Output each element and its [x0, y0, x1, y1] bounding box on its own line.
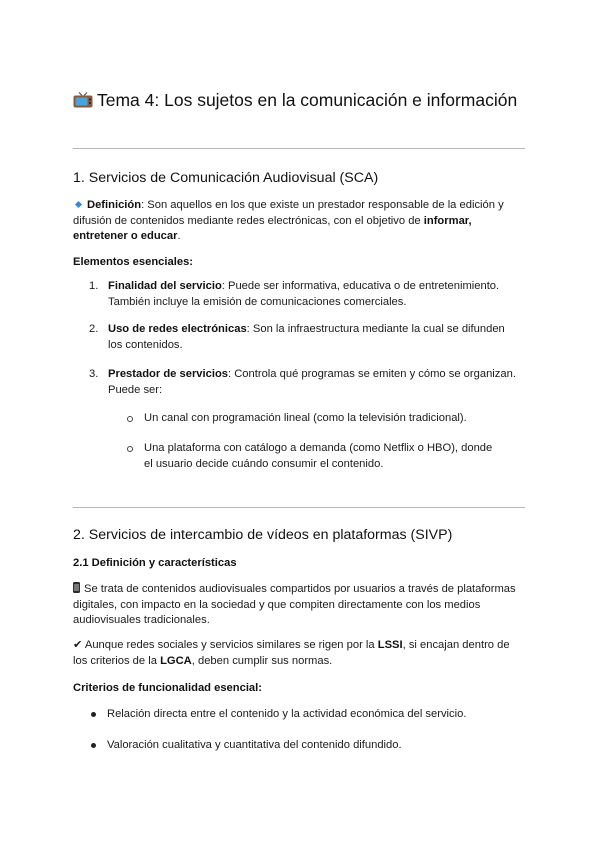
- tv-icon: [73, 90, 93, 106]
- check-mark-icon: ✔: [73, 639, 83, 651]
- list-item-label: Prestador de servicios: [108, 368, 229, 380]
- list-item: [89, 322, 525, 354]
- definition-paragraph: [73, 198, 525, 245]
- list-item-text: [108, 322, 518, 353]
- list-item-label: Finalidad del servicio: [108, 280, 222, 292]
- divider: [73, 148, 525, 149]
- bullet-dot-icon: [91, 743, 96, 748]
- section-2-heading: 2. Servicios de intercambio de vídeos en plataformas (SIVP): [73, 527, 453, 543]
- lssi-text-c: , deben cumplir sus normas.: [191, 654, 333, 667]
- lssi-bold: LSSI: [377, 639, 403, 651]
- list-item-text: [108, 279, 518, 310]
- criteria-label: Criterios de funcionalidad esencial:: [73, 682, 262, 694]
- lgca-bold: LGCA: [160, 654, 192, 667]
- sub-list-item-text: Un canal con programación lineal (como la televisión tradicional).: [144, 412, 467, 424]
- bullet-dot-icon: [91, 712, 96, 717]
- page-title: [73, 88, 525, 112]
- definition-text: : Son aquellos en los que existe un prestador responsable de la edición y difusión de contenidos mediante redes electrónicas, con el objetivo de: [73, 199, 504, 227]
- list-number: 1.: [89, 280, 99, 292]
- list-item-desc: : Son la infraestructura mediante la cual se difunden los contenidos.: [108, 323, 505, 351]
- subsection-heading: 2.1 Definición y características: [73, 557, 237, 569]
- lssi-paragraph: [73, 638, 525, 669]
- sivp-definition-text: Se trata de contenidos audiovisuales compartidos por usuarios a través de plataformas digitales, con impacto en la sociedad y que compiten directamente con los medios audiovisuales tradicionales.: [73, 583, 516, 626]
- definition-label: Definición: [87, 199, 142, 211]
- section-1-heading: 1. Servicios de Comunicación Audiovisual (SCA): [73, 170, 379, 186]
- list-item: [89, 367, 525, 399]
- list-number: 3.: [89, 368, 99, 380]
- elements-label: Elementos esenciales:: [73, 256, 194, 268]
- sivp-definition-paragraph: [73, 582, 525, 629]
- list-item-label: Uso de redes electrónicas: [108, 323, 247, 335]
- list-item-desc: : Puede ser informativa, educativa o de entretenimiento. También incluye la emisión de comunicaciones comerciales.: [108, 280, 500, 308]
- lssi-text-b: , si encajan dentro de los criterios de la: [73, 639, 510, 667]
- circle-bullet-icon: [127, 446, 133, 452]
- definition-end: .: [177, 230, 181, 242]
- page-title-text: Tema 4: Los sujetos en la comunicación e información: [97, 90, 518, 110]
- bullet-item-text: Valoración cualitativa y cuantitativa del contenido difundido.: [107, 739, 402, 751]
- bullet-item-text: Relación directa entre el contenido y la actividad económica del servicio.: [107, 708, 467, 720]
- list-item: [89, 279, 525, 311]
- sub-list-item-text: Una plataforma con catálogo a demanda (como Netflix o HBO), donde el usuario decide cuándo consumir el contenido.: [144, 442, 493, 470]
- divider: [73, 507, 525, 508]
- list-number: 2.: [89, 323, 99, 335]
- mobile-phone-icon: [73, 582, 80, 593]
- list-item-desc: : Controla qué programas se emiten y cómo se organizan. Puede ser:: [108, 368, 516, 396]
- circle-bullet-icon: [127, 416, 133, 422]
- list-item-text: [108, 367, 518, 398]
- definition-emphasis: informar, entretener o educar: [73, 214, 472, 242]
- lssi-text-a: Aunque redes sociales y servicios similares se rigen por la: [82, 639, 378, 651]
- blue-diamond-icon: [75, 201, 82, 208]
